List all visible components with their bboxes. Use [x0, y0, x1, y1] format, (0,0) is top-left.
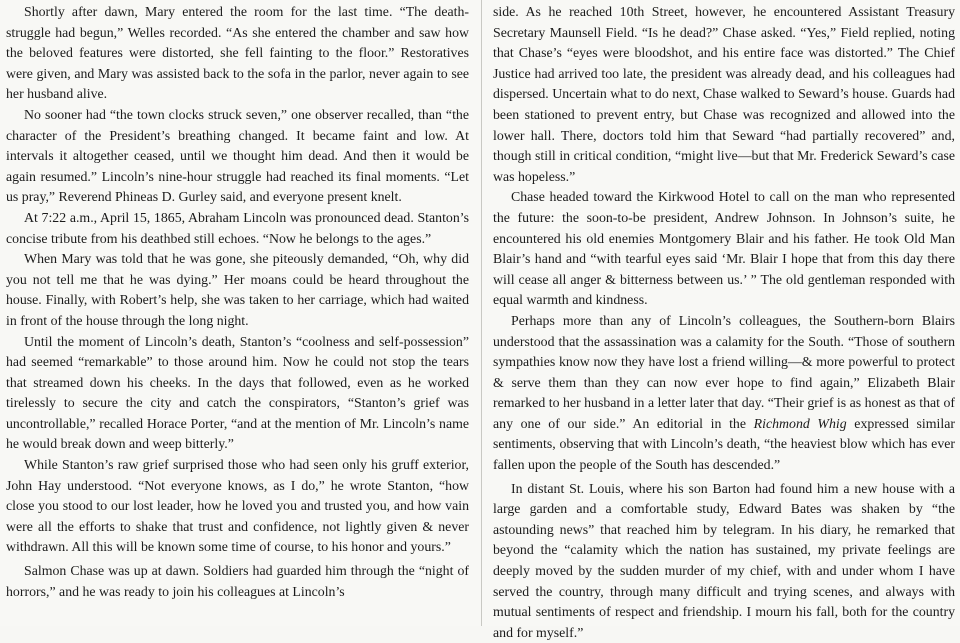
paragraph-southern-blairs — [493, 311, 955, 476]
newspaper-title: Richmond Whig — [753, 415, 847, 431]
paragraph-pronounced-dead: At 7:22 a.m., April 15, 1865, Abraham Lincoln was pronounced dead. Stanton’s concise tribute from his deathbed still echoes. “Now he belongs to the ages.” — [6, 209, 469, 246]
paragraph-mary-last-visit: Shortly after dawn, Mary entered the room for the last time. “The death-struggle had begun,” Welles recorded. “As she entered the chamber and saw how the beloved features were distorted, she fell fainting to the floor.” Restoratives were given, and Mary was assisted back to the sofa in the parlor, never again to see her husband alive. — [6, 4, 469, 102]
right-column — [493, 2, 955, 643]
column-divider — [481, 0, 482, 626]
paragraph-chase-continued: side. As he reached 10th Street, however, he encountered Assistant Treasury Secretary Maunsell Field. “Is he dead?” Chase asked. “Yes,” Field replied, noting that Chase’s “eyes were bloodshot, and his entire face was distorted.” The Chief Justice had arrived too late, the president was already dead, and his colleagues had dispersed. Uncertain what to do next, Chase walked to Seward’s house. Guards had been stationed to prevent entry, but Chase was recognized and allowed into the lower hall. There, doctors told him that Seward “had partially recovered” and, though still in critical condition, “might live—but that Mr. Frederick Seward’s case was hopeless.” — [493, 4, 955, 184]
paragraph-kirkwood-hotel: Chase headed toward the Kirkwood Hotel to call on the man who represented the future: the soon-to-be president, Andrew Johnson. In Johnson’s suite, he encountered his old enemies Montgomery Blair and his father. He took Old Man Blair’s hand and “with tearful eyes said ‘Mr. Blair I hope that from this day there will cease all anger & bitterness between us.’ ” The old gentleman responded with equal warmth and kindness. — [493, 189, 955, 308]
paragraph-stanton-composure: Until the moment of Lincoln’s death, Stanton’s “coolness and self-possession” had seemed “remarkable” to those around him. Now he could not stop the tears that streamed down his cheeks. In the days that followed, even as he worked tirelessly to secure the city and catch the conspirators, “Stanton’s grief was uncontrollable,” recalled Horace Porter, “and at the mention of Mr. Lincoln’s name he would break down and weep bitterly.” — [6, 333, 469, 452]
left-column — [6, 2, 469, 602]
paragraph-breathing-changed: No sooner had “the town clocks struck seven,” one observer recalled, than “the character of the President’s breathing changed. It became faint and low. At intervals it altogether ceased, until we thought him dead. And then it would be again resumed.” Lincoln’s nine-hour struggle had reached its final moments. “Let us pray,” Reverend Phineas D. Gurley said, and everyone present knelt. — [6, 106, 469, 205]
southern-blairs-text-after: expressed similar sentiments, observing that with Lincoln’s death, “the heaviest blow which has ever fallen upon the people of the South has descended.” — [493, 415, 955, 473]
paragraph-mary-told: When Mary was told that he was gone, she piteously demanded, “Oh, why did you not tell me that he was dying.” Her moans could be heard throughout the house. Finally, with Robert’s help, she was taken to her carriage, which had waited in front of the house through the long night. — [6, 251, 469, 328]
southern-blairs-text-before: Perhaps more than any of Lincoln’s colleagues, the Southern-born Blairs understood that the assassination was a calamity for the South. “Those of southern sympathies know now they have lost a friend willing—& more powerful to protect & serve them than they can now ever hope to find again,” Elizabeth Blair remarked to her husband in a letter later that day. “Their grief is as honest as that of any one of our side.” An editorial in the — [493, 312, 955, 431]
paragraph-chase-at-dawn: Salmon Chase was up at dawn. Soldiers had guarded him through the “night of horrors,” and he was ready to join his colleagues at Lincoln’s — [6, 563, 469, 599]
paragraph-bates-st-louis: In distant St. Louis, where his son Barton had found him a new house with a large garden and a comfortable study, Edward Bates was shaken by “the astounding news” that reached him by telegram. In his diary, he remarked that beyond the “calamity which the nation has sustained, my private feelings are deeply moved by the sudden murder of my chief, with and under whom I have served the country, through many difficult and trying scenes, and always with mutual sentiments of respect and friendship. I mourn his fall, both for the country and for myself.” — [493, 480, 955, 640]
paragraph-stanton-grief: While Stanton’s raw grief surprised those who had seen only his gruff exterior, John Hay understood. “Not everyone knows, as I do,” he wrote Stanton, “how close you stood to our lost leader, how he loved you and trusted you, and how vain were all the efforts to shake that trust and confidence, not lightly given & never withdrawn. All this will be known some time of course, to his honor and yours.” — [6, 457, 469, 555]
